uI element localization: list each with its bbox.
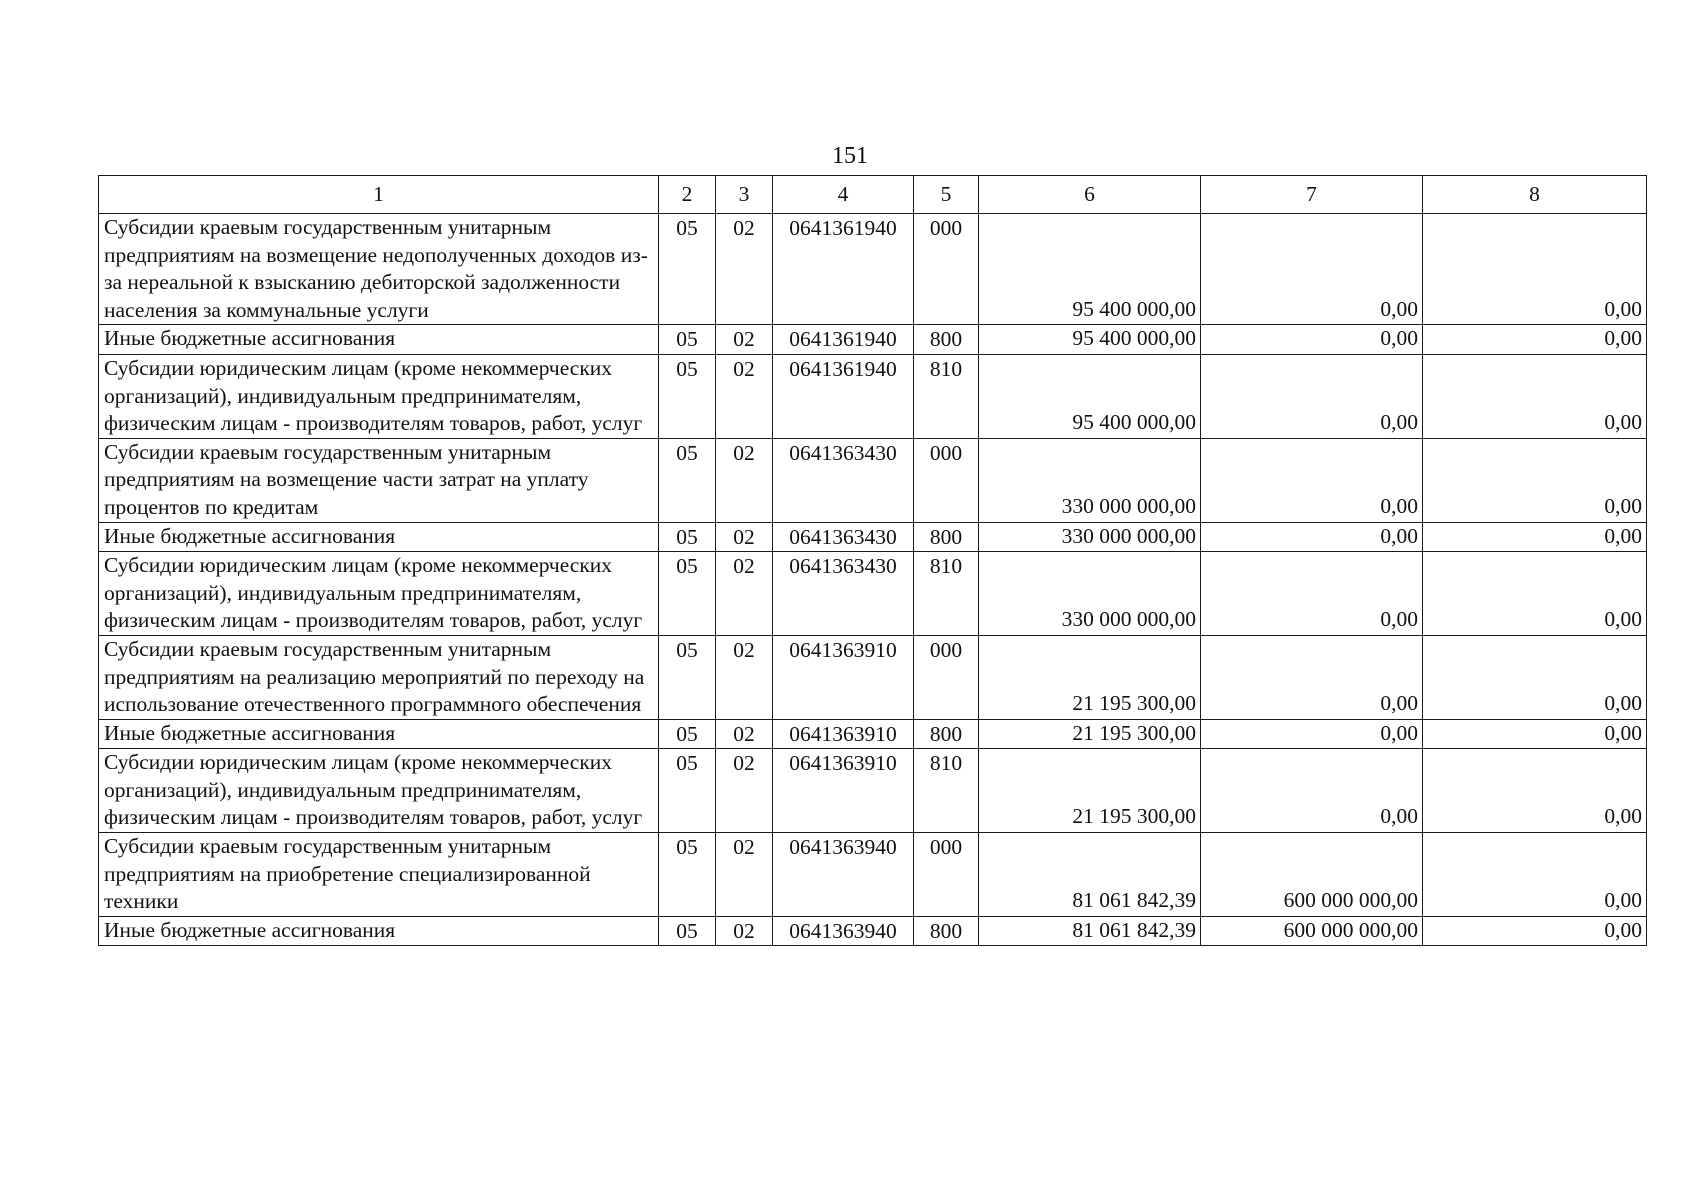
row-section: 05 (659, 438, 716, 522)
row-target: 0641363430 (773, 522, 914, 552)
table-row (99, 552, 1647, 636)
row-sum-6: 81 061 842,39 (979, 833, 1201, 917)
table-row (99, 522, 1647, 552)
row-sum-7: 0,00 (1201, 635, 1423, 719)
row-name: Субсидии юридическим лицам (кроме некоммерческих организаций), индивидуальным предпринимателям, физическим лицам - производителям товаров, работ, услуг (99, 749, 659, 833)
row-sum-8: 0,00 (1423, 833, 1647, 917)
row-subsection: 02 (716, 916, 773, 946)
row-name: Субсидии краевым государственным унитарным предприятиям на возмещение части затрат на уплату процентов по кредитам (99, 438, 659, 522)
row-type: 800 (914, 916, 979, 946)
row-name: Иные бюджетные ассигнования (99, 719, 659, 749)
row-sum-6: 21 195 300,00 (979, 719, 1201, 749)
table-row (99, 749, 1647, 833)
header-cell-5: 5 (914, 176, 979, 214)
header-cell-1: 1 (99, 176, 659, 214)
row-sum-8: 0,00 (1423, 552, 1647, 636)
row-type: 810 (914, 552, 979, 636)
row-sum-7: 600 000 000,00 (1201, 833, 1423, 917)
row-subsection: 02 (716, 833, 773, 917)
row-subsection: 02 (716, 749, 773, 833)
row-target: 0641361940 (773, 354, 914, 438)
row-name: Субсидии краевым государственным унитарным предприятиям на возмещение недополученных доходов из-за нереальной к взысканию дебиторской задолженности населения за коммунальные услуги (99, 214, 659, 325)
row-name: Субсидии краевым государственным унитарным предприятиям на приобретение специализированной техники (99, 833, 659, 917)
header-cell-2: 2 (659, 176, 716, 214)
row-sum-8: 0,00 (1423, 325, 1647, 355)
row-sum-7: 0,00 (1201, 214, 1423, 325)
row-type: 000 (914, 635, 979, 719)
row-name: Иные бюджетные ассигнования (99, 916, 659, 946)
row-section: 05 (659, 552, 716, 636)
row-target: 0641361940 (773, 214, 914, 325)
row-target: 0641363430 (773, 552, 914, 636)
table-row (99, 214, 1647, 325)
row-type: 800 (914, 719, 979, 749)
row-target: 0641363940 (773, 916, 914, 946)
row-sum-7: 0,00 (1201, 749, 1423, 833)
row-sum-6: 95 400 000,00 (979, 325, 1201, 355)
row-target: 0641363940 (773, 833, 914, 917)
row-subsection: 02 (716, 522, 773, 552)
row-subsection: 02 (716, 214, 773, 325)
row-sum-7: 0,00 (1201, 522, 1423, 552)
row-name: Субсидии юридическим лицам (кроме некоммерческих организаций), индивидуальным предпринимателям, физическим лицам - производителям товаров, работ, услуг (99, 552, 659, 636)
row-type: 800 (914, 325, 979, 355)
row-sum-8: 0,00 (1423, 438, 1647, 522)
row-target: 0641363430 (773, 438, 914, 522)
row-section: 05 (659, 833, 716, 917)
header-cell-8: 8 (1423, 176, 1647, 214)
table-row (99, 438, 1647, 522)
header-cell-7: 7 (1201, 176, 1423, 214)
row-subsection: 02 (716, 719, 773, 749)
row-sum-6: 81 061 842,39 (979, 916, 1201, 946)
row-sum-7: 0,00 (1201, 438, 1423, 522)
row-type: 000 (914, 438, 979, 522)
row-target: 0641363910 (773, 749, 914, 833)
row-type: 800 (914, 522, 979, 552)
header-cell-4: 4 (773, 176, 914, 214)
row-section: 05 (659, 522, 716, 552)
row-type: 810 (914, 354, 979, 438)
row-sum-6: 330 000 000,00 (979, 522, 1201, 552)
row-sum-8: 0,00 (1423, 214, 1647, 325)
row-sum-6: 330 000 000,00 (979, 438, 1201, 522)
header-cell-3: 3 (716, 176, 773, 214)
row-name: Иные бюджетные ассигнования (99, 522, 659, 552)
row-sum-7: 600 000 000,00 (1201, 916, 1423, 946)
row-target: 0641361940 (773, 325, 914, 355)
row-subsection: 02 (716, 438, 773, 522)
table-row (99, 325, 1647, 355)
row-sum-6: 21 195 300,00 (979, 749, 1201, 833)
row-sum-7: 0,00 (1201, 719, 1423, 749)
row-sum-8: 0,00 (1423, 522, 1647, 552)
row-section: 05 (659, 719, 716, 749)
row-subsection: 02 (716, 354, 773, 438)
row-section: 05 (659, 354, 716, 438)
row-sum-6: 21 195 300,00 (979, 635, 1201, 719)
row-subsection: 02 (716, 635, 773, 719)
row-sum-8: 0,00 (1423, 354, 1647, 438)
row-sum-7: 0,00 (1201, 552, 1423, 636)
row-sum-7: 0,00 (1201, 354, 1423, 438)
table-row (99, 354, 1647, 438)
page-number: 151 (832, 143, 868, 169)
row-sum-8: 0,00 (1423, 635, 1647, 719)
table-row (99, 719, 1647, 749)
row-section: 05 (659, 749, 716, 833)
row-type: 000 (914, 214, 979, 325)
row-type: 000 (914, 833, 979, 917)
row-sum-7: 0,00 (1201, 325, 1423, 355)
table-row (99, 833, 1647, 917)
row-target: 0641363910 (773, 719, 914, 749)
row-sum-6: 330 000 000,00 (979, 552, 1201, 636)
row-name: Иные бюджетные ассигнования (99, 325, 659, 355)
row-sum-8: 0,00 (1423, 719, 1647, 749)
row-name: Субсидии юридическим лицам (кроме некоммерческих организаций), индивидуальным предпринимателям, физическим лицам - производителям товаров, работ, услуг (99, 354, 659, 438)
row-section: 05 (659, 214, 716, 325)
row-type: 810 (914, 749, 979, 833)
row-name: Субсидии краевым государственным унитарным предприятиям на реализацию мероприятий по переходу на использование отечественного программного обеспечения (99, 635, 659, 719)
table-row (99, 635, 1647, 719)
budget-table (98, 175, 1647, 946)
header-row (99, 176, 1647, 214)
row-subsection: 02 (716, 325, 773, 355)
table-row (99, 916, 1647, 946)
header-cell-6: 6 (979, 176, 1201, 214)
row-target: 0641363910 (773, 635, 914, 719)
row-sum-8: 0,00 (1423, 916, 1647, 946)
row-section: 05 (659, 635, 716, 719)
row-section: 05 (659, 916, 716, 946)
row-sum-6: 95 400 000,00 (979, 214, 1201, 325)
row-subsection: 02 (716, 552, 773, 636)
row-section: 05 (659, 325, 716, 355)
row-sum-8: 0,00 (1423, 749, 1647, 833)
row-sum-6: 95 400 000,00 (979, 354, 1201, 438)
